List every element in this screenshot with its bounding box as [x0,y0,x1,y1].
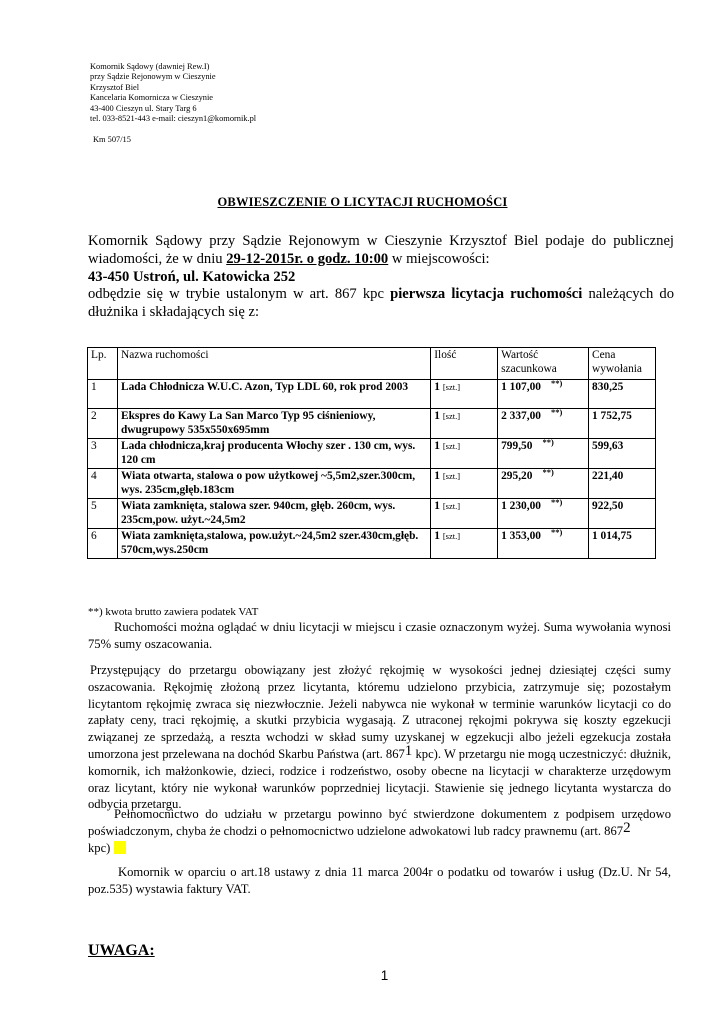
cell-name: Ekspres do Kawy La San Marco Typ 95 ciśnieniowy, dwugrupowy 535x550x695mm [117,409,430,439]
cell-value: 1 230,00 **) [498,499,589,529]
power-of-attorney-paragraph: Pełnomocnictwo do udziału w przetargu powinno być stwierdzone dokumentem z podpisem urzędowo poświadczonym, chyba że chodzi o pełnomocnictwo udzielone adwokatowi lub radcy prawnemu (art. 8672 kpc) [88,807,671,855]
cell-qty: 1 [szt.] [431,409,498,439]
cell-value: 295,20 **) [498,469,589,499]
table-row [88,380,656,409]
letterhead-line: Komornik Sądowy (dawniej Rew.I) [90,62,210,71]
viewing-paragraph: Ruchomości można oglądać w dniu licytacji w miejscu i czasie oznaczonym wyżej. Suma wywołania wynosi 75% sumy oszacowania. [88,620,671,651]
cell-price: 221,40 [589,469,656,499]
cell-lp: 4 [88,469,118,499]
cell-lp: 5 [88,499,118,529]
document-title: OBWIESZCZENIE O LICYTACJI RUCHOMOŚCI [217,195,508,209]
cell-qty: 1 [szt.] [431,380,498,409]
cell-qty: 1 [szt.] [431,439,498,469]
cell-value: 799,50 **) [498,439,589,469]
vat-invoice-paragraph: Komornik w oparciu o art.18 ustawy z dnia 11 marca 2004r o podatku od towarów i usług (Dz.U. Nr 54, poz.535) wystawia faktury VAT. [88,865,671,896]
cell-price: 599,63 [589,439,656,469]
bailiff-letterhead [90,62,256,124]
cell-lp: 6 [88,529,118,559]
cell-lp: 2 [88,409,118,439]
auction-type: pierwsza licytacja ruchomości [390,286,583,303]
cell-value: 1 107,00 **) [498,380,589,409]
cell-name: Lada chłodnicza,kraj producenta Włochy szer . 130 cm, wys. 120 cm [117,439,430,469]
intro-text: należących do dłużnika i składających się z: [88,286,674,321]
cell-qty: 1 [szt.] [431,499,498,529]
table-header-row [88,348,656,380]
auction-date: 29-12-2015r. o godz. 10:00 [226,250,389,267]
cell-name: Wiata zamknięta, stalowa szer. 940cm, głęb. 260cm, wys. 235cm,pow. użyt.~24,5m2 [117,499,430,529]
highlight-mark [114,841,126,854]
cell-value: 1 353,00 **) [498,529,589,559]
letterhead-line: przy Sądzie Rejonowym w Cieszynie [90,72,216,82]
table-row [88,469,656,499]
cell-price: 1 014,75 [589,529,656,559]
table-row [88,439,656,469]
header-name: Nazwa ruchomości [117,348,430,380]
header-qty: Ilość [431,348,498,380]
header-price: Cena wywołania [589,348,656,380]
items-table [87,347,656,559]
case-reference: Km 507/15 [93,135,131,144]
header-lp: Lp. [88,348,118,380]
cell-value: 2 337,00 **) [498,409,589,439]
header-value: Wartość szacunkowa [498,348,589,380]
cell-name: Wiata zamknięta,stalowa, pow.użyt.~24,5m2 szer.430cm,głęb. 570cm,wys.250cm [117,529,430,559]
intro-text: w miejscowości: [388,250,490,267]
vat-footnote: **) kwota brutto zawiera podatek VAT [88,606,259,618]
cell-lp: 1 [88,380,118,409]
letterhead-line: Kancelaria Komornicza w Cieszynie [90,93,214,103]
cell-price: 922,50 [589,499,656,529]
page-number: 1 [380,968,389,983]
cell-price: 1 752,75 [589,409,656,439]
cell-qty: 1 [szt.] [431,469,498,499]
cell-name: Lada Chłodnicza W.U.C. Azon, Typ LDL 60, rok prod 2003 [117,380,430,409]
cell-name: Wiata otwarta, stalowa o pow użytkowej ~5,5m2,szer.300cm, wys. 235cm,głęb.183cm [117,469,430,499]
intro-text: Komornik Sądowy przy Sądzie Rejonowym w Cieszynie Krzysztof Biel podaje do publicznej wiadomości, że w dniu [88,233,674,267]
table-row [88,499,656,529]
intro-paragraph [88,233,674,322]
intro-text: odbędzie się w trybie ustalonym w art. 867 kpc [88,286,391,303]
auction-location: 43-450 Ustroń, ul. Katowicka 252 [88,268,296,285]
notice-heading: UWAGA: [88,942,155,959]
table-row [88,529,656,559]
letterhead-line: Krzysztof Biel [90,82,140,92]
letterhead-line: 43-400 Cieszyn ul. Stary Targ 6 [90,103,197,113]
cell-qty: 1 [szt.] [431,529,498,559]
letterhead-line: tel. 033-8521-443 e-mail: cieszyn1@komornik.pl [90,114,257,124]
table-row [88,409,656,439]
cell-lp: 3 [88,439,118,469]
cell-price: 830,25 [589,380,656,409]
deposit-paragraph: Przystępujący do przetargu obowiązany jest złożyć rękojmię w wysokości jednej dziesiątej części sumy oszacowania. Rękojmię złożoną przez licytanta, któremu udzielono przybicia, zatrzymuje się; pozostałym licytantom rękojmię zwraca się niezwłocznie. Jeżeli nabywca nie wykonał w terminie warunków licytacji co do zapłaty ceny, traci rękojmię, a skutki przybicia wygasają. Z utraconej rękojmi pokrywa się koszty egzekucji związanej ze sprzedażą, a reszta wchodzi w skład sumy uzyskanej w egzekucji albo jeżeli egzekucja została umorzona jest przelewana na dochód Skarbu Państwa (art. 8671 kpc). W przetargu nie mogą uczestniczyć: dłużnik, komornik, ich małżonkowie, dzieci, rodzice i rodzeństwo, osoby obecne na licytacji w charakterze urzędowym oraz licytant, który nie wykonał warunków poprzedniej licytacji. Stawienie się jednego licytanta wystarcza do odbycia przetargu. [88,663,671,812]
